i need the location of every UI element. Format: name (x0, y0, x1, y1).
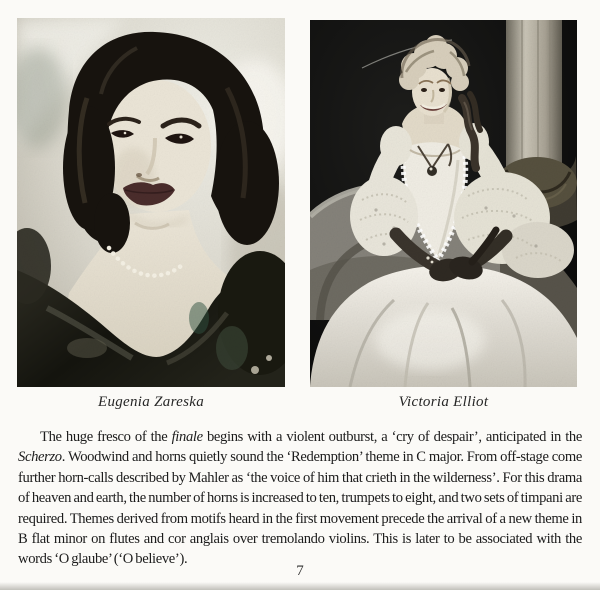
photo-figure-eugenia-zareska (17, 18, 285, 411)
portrait-illustration-victoria (310, 20, 577, 387)
page-edge-shadow (0, 582, 600, 590)
photo-figure-victoria-elliot (310, 20, 577, 411)
paragraph-segment: . Woodwind and horns quietly sound the ‘Redemption’ theme in C major. From off-stage come further horn-calls described by Mahler as ‘the voice of him that crieth in the wilderness’. For this drama of heaven and earth, the number of horns is increased to ten, trumpets to eight, and two sets of timpani are required. Themes derived from motifs heard in the first movement precede the arrival of a new theme in B flat minor on flutes and cor anglais over tremolando violins. This is later to be associated with the words ‘O glaube’ (‘O believe’). (18, 449, 582, 568)
body-paragraph (18, 427, 582, 570)
paragraph-segment-italic: Scherzo (18, 449, 62, 466)
paragraph-segment: begins with a violent outburst, a ‘cry of despair’, anticipated in the (202, 429, 582, 445)
photo-caption-eugenia-zareska: Eugenia Zareska (97, 394, 204, 410)
portrait-illustration-eugenia (17, 18, 285, 387)
photo-caption-victoria-elliot: Victoria Elliot (398, 394, 489, 410)
page-number: 7 (296, 563, 304, 579)
photo-victoria-elliot (310, 20, 577, 387)
paragraph-segment: The huge fresco of the (40, 429, 172, 445)
paragraph-segment-italic: finale (171, 429, 203, 445)
photo-eugenia-zareska (17, 18, 285, 387)
